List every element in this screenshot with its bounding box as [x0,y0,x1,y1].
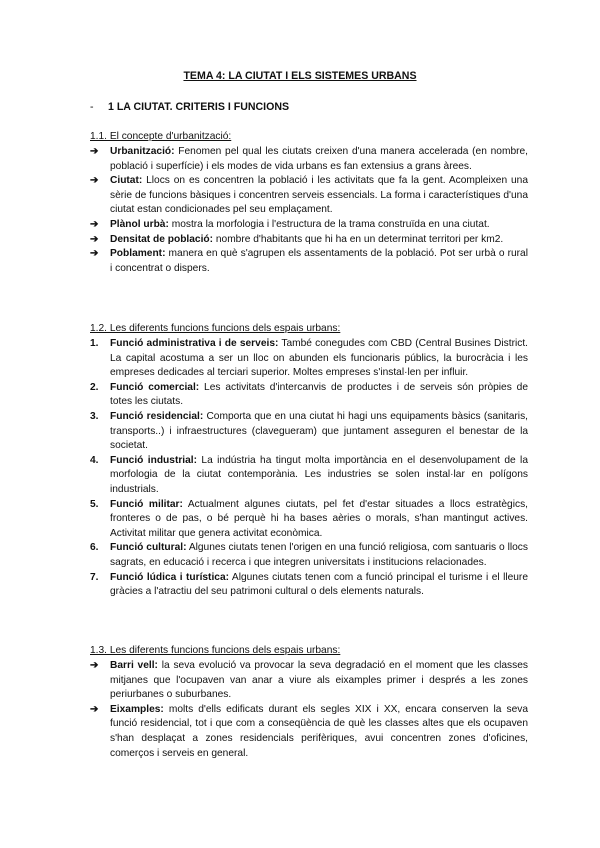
subtitle-bullet: - [90,101,94,113]
definition: Les activitats d'intercanvis de productes i de serveis són pròpies de totes les ciutats. [110,381,528,408]
term: Urbanització: [110,146,175,157]
list-item [90,498,528,542]
term: Funció cultural: [110,542,187,554]
arrow-icon: ➔ [90,248,99,260]
list-item [90,454,528,498]
term: Poblament: [110,248,166,260]
section-2-heading: 1.2. Les diferents funcions funcions dels espais urbans: [90,323,341,334]
term: Plànol urbà: [110,218,169,230]
item-number: 5. [90,498,99,510]
term: Funció industrial: [110,454,198,466]
section-3-heading: 1.3. Les diferents funcions funcions dels espais urbans: [90,645,341,656]
list-item [90,571,528,600]
arrow-icon: ➔ [90,703,99,715]
section-2-list [90,337,528,600]
list-item [90,233,528,248]
list-item [90,247,528,276]
definition: Comporta que en una ciutat hi hagi uns equipaments bàsics (sanitaris, transports..) i infraestructures (clavegueram) que juntament asseguren el benestar de la societat. [110,410,528,452]
list-item [90,337,528,381]
section-1-heading: 1.1. El concepte d'urbanització: [90,131,232,142]
definition: molts d'ells edificats durant els segles XIX i XX, encara conserven la seva funció residencial, tot i que com a conseqüència de què les classes altes que els ocupaven s'han desplaçat a zones residencials perifèriques, avui concentren zones d'oficines, comerços i serveis en general. [110,703,528,759]
subtitle-text: 1 LA CIUTAT. CRITERIS I FUNCIONS [108,101,290,113]
page-title: TEMA 4: LA CIUTAT I ELS SISTEMES URBANS [183,70,417,82]
item-number: 1. [90,338,99,349]
term: Funció residencial: [110,410,204,422]
item-number: 4. [90,454,99,466]
term: Funció militar: [110,498,183,510]
definition: Algunes ciutats tenen l'origen en una funció religiosa, com santuaris o llocs sagrats, en educació i recerca i que integren universitats i institucions relacionades. [110,542,528,568]
item-number: 2. [90,381,99,393]
list-item [90,174,528,218]
item-number: 3. [90,410,99,422]
definition: manera en què s'agrupen els assentaments de la població. Pot ser urbà o rural i concentrat o dispers. [110,248,528,274]
section-3-list [90,659,528,761]
definition: La indústria ha tingut molta importància en el desenvolupament de la morfologia de la ciutat contemporània. Les industries se solen instal·lar en polígons industrials. [110,454,528,495]
list-item [90,659,528,703]
term: Ciutat: [110,175,143,187]
definition: nombre d'habitants que hi ha en un determinat territori per km2. [213,233,504,245]
item-number: 7. [90,571,99,583]
definition: la seva evolució va provocar la seva degradació en el moment que les classes mitjanes que l'ocupaven van anar a viure als eixamples primer i després a les zones periurbanes o suburbanes. [110,660,528,701]
list-item [90,703,528,761]
list-item [90,381,528,410]
list-item [90,541,528,570]
term: Densitat de població: [110,233,214,245]
term: Funció lúdica i turística: [110,571,230,583]
definition: Llocs on es concentren la població i les activitats que fa la gent. Acompleixen una sèrie de funcions bàsiques i concentren serveis essencials. La forma i característiques d'una ciutat estan condicionades pel seu emplaçament. [110,175,528,216]
list-item [90,410,528,454]
section-subtitle [90,101,289,113]
definition: També conegudes com CBD (Central Busines District. La capital acostuma a ser un lloc on abunden els funcionaris públics, la burocràcia i les empreses dedicades al terciari superior. Moltes empreses s'instal·len per influir. [110,338,528,379]
list-item [90,218,528,233]
term: Barri vell: [110,660,158,671]
item-number: 6. [90,542,99,554]
arrow-icon: ➔ [90,233,99,245]
term: Funció comercial: [110,381,200,393]
list-item [90,145,528,174]
term: Eixamples: [110,703,164,715]
arrow-icon: ➔ [90,660,99,671]
arrow-icon: ➔ [90,146,99,157]
section-1-list [90,145,528,276]
definition: mostra la morfologia i l'estructura de la trama construïda en una ciutat. [168,218,490,230]
arrow-icon: ➔ [90,175,99,187]
definition: Actualment algunes ciutats, pel fet d'estar situades a llocs estratègics, fronteres o de pas, o bé perquè hi ha bases aèries o morals, s'han mantingut actives. Activitat militar que genera activitat econòmica. [110,498,528,539]
definition: Algunes ciutats tenen com a funció principal el turisme i el lleure gràcies a l'atractiu del seu patrimoni cultural o dels elements naturals. [110,571,528,598]
definition: Fenomen pel qual les ciutats creixen d'una manera accelerada (en nombre, població i superfície) i els modes de vida urbans es fan extensius a grans àrees. [110,146,528,172]
term: Funció administrativa i de serveis: [110,338,279,349]
arrow-icon: ➔ [90,218,99,230]
